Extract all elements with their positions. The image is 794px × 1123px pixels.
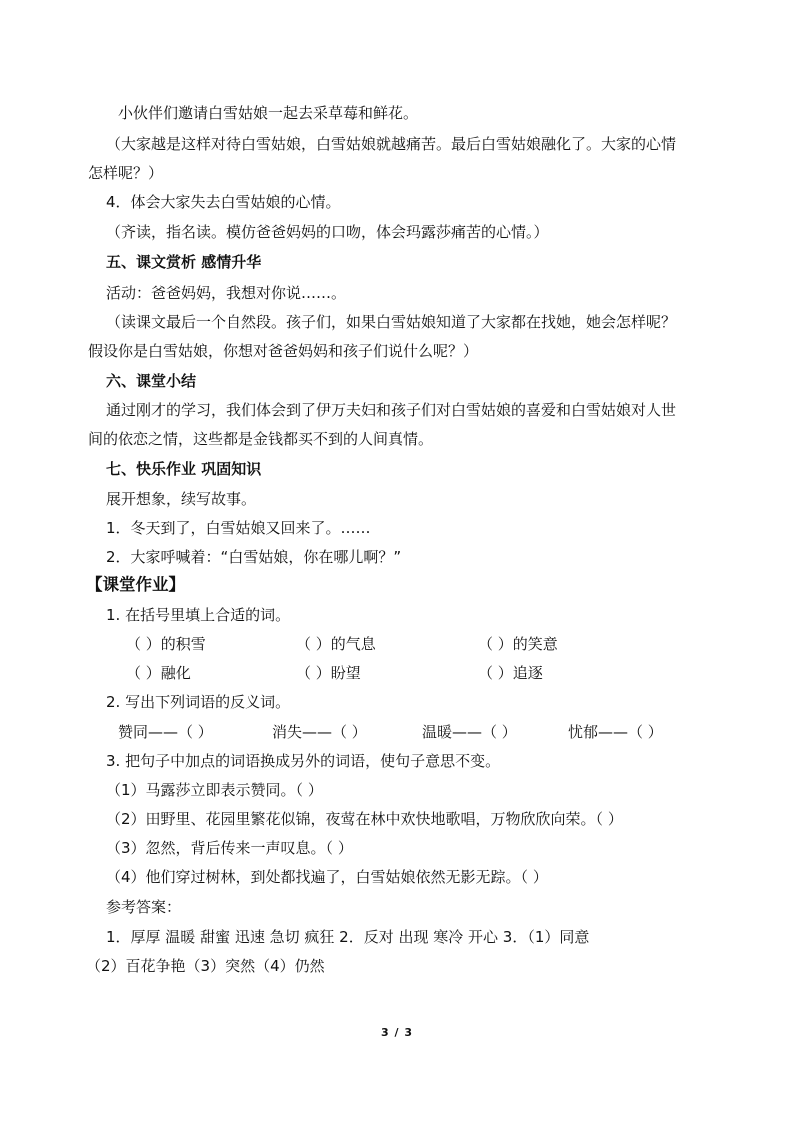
section-heading: 六、课堂小结 [106,372,197,390]
fill-blank-item: （ ）的积雪 [126,635,206,653]
antonym-item: 忧郁——（ ） [568,723,663,741]
text-line: 通过刚才的学习，我们体会到了伊万夫妇和孩子们对白雪姑娘的喜爱和白雪姑娘对人世 [106,401,677,419]
homework-heading: 【课堂作业】 [86,575,185,594]
fill-blank-item: （ ）的气息 [296,635,376,653]
sentence-item: （1）马露莎立即表示赞同。（ ） [106,781,323,799]
text-line: （大家越是这样对待白雪姑娘，白雪姑娘就越痛苦。最后白雪姑娘融化了。大家的心情 [106,135,677,153]
section-heading: 五、课文赏析 感情升华 [106,253,262,271]
question-line: 1. 在括号里填上合适的词。 [106,606,291,624]
fill-blank-item: （ ）盼望 [296,664,361,682]
question-line: 3. 把句子中加点的词语换成另外的词语，使句子意思不变。 [106,752,501,770]
answer-line: 1．厚厚 温暖 甜蜜 迅速 急切 疯狂 2．反对 出现 寒冷 开心 3．（1）同意 [106,928,590,946]
antonym-item: 消失——（ ） [272,723,367,741]
fill-blank-item: （ ）追逐 [478,664,543,682]
text-line: 活动：爸爸妈妈，我想对你说……。 [106,284,347,302]
answer-line: （2）百花争艳（3）突然（4）仍然 [86,957,325,975]
question-line: 2. 写出下列词语的反义词。 [106,693,291,711]
sentence-item: （4）他们穿过树林，到处都找遍了，白雪姑娘依然无影无踪。（ ） [106,868,548,886]
text-line: 2．大家呼喊着：“白雪姑娘，你在哪儿啊？” [106,548,402,566]
antonym-item: 温暖——（ ） [422,723,517,741]
text-line: （齐读，指名读。模仿爸爸妈妈的口吻，体会玛露莎痛苦的心情。） [106,223,549,241]
text-line: 怎样呢？） [88,164,164,182]
text-line: 1．冬天到了，白雪姑娘又回来了。…… [106,519,371,537]
text-line: 展开想象，续写故事。 [106,490,257,508]
fill-blank-item: （ ）的笑意 [478,635,558,653]
sentence-item: （3）忽然，背后传来一声叹息。（ ） [106,839,353,857]
page-number: 3 / 3 [381,1026,413,1039]
text-line: 小伙伴们邀请白雪姑娘一起去采草莓和鲜花。 [118,104,419,122]
fill-blank-item: （ ）融化 [126,664,191,682]
section-heading: 七、快乐作业 巩固知识 [106,460,262,478]
antonym-item: 赞同——（ ） [118,723,213,741]
text-line: 4．体会大家失去白雪姑娘的心情。 [106,193,341,211]
text-line: 假设你是白雪姑娘，你想对爸爸妈妈和孩子们说什么呢？） [88,342,479,360]
text-line: 间的依恋之情，这些都是金钱都买不到的人间真情。 [88,430,434,448]
sentence-item: （2）田野里、花园里繁花似锦，夜莺在林中欢快地歌唱，万物欣欣向荣。（ ） [106,810,623,828]
text-line: （读课文最后一个自然段。孩子们，如果白雪姑娘知道了大家都在找她，她会怎样呢？ [106,313,677,331]
answer-heading: 参考答案： [106,898,182,916]
